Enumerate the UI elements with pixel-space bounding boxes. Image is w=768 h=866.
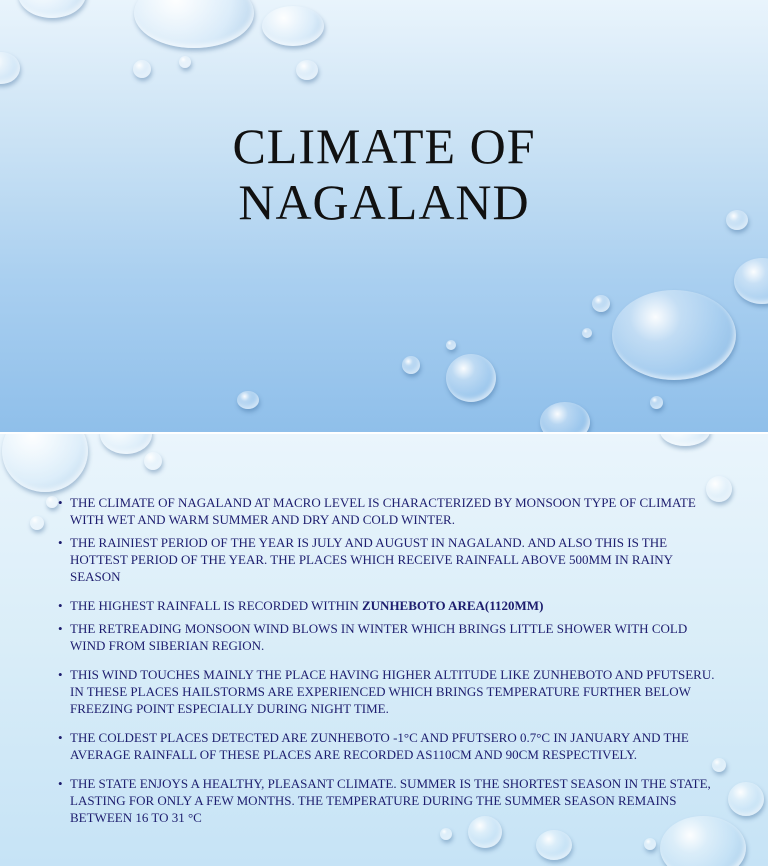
water-drop-decoration: [644, 838, 656, 850]
water-drop-decoration: [734, 258, 768, 304]
content-slide: [0, 434, 768, 866]
bullet-item: • THE HIGHEST RAINFALL IS RECORDED WITHIN ZUNHEBOTO AREA(1120MM): [58, 597, 718, 614]
water-drop-decoration: [18, 0, 86, 18]
water-drop-decoration: [134, 0, 254, 48]
bullet-item: • THE CLIMATE OF NAGALAND AT MACRO LEVEL IS CHARACTERIZED BY MONSOON TYPE OF CLIMATE WITH WET AND WARM SUMMER AND DRY AND COLD WINTER.: [58, 494, 718, 528]
water-drop-decoration: [446, 354, 496, 402]
title-slide: [0, 0, 768, 432]
bullet-item: • THE RAINIEST PERIOD OF THE YEAR IS JULY AND AUGUST IN NAGALAND. AND ALSO THIS IS THE HOTTEST PERIOD OF THE YEAR. THE PLACES WHICH RECEIVE RAINFALL ABOVE 500MM IN RAINY SEASON: [58, 534, 718, 585]
water-drop-decoration: [144, 452, 162, 470]
highlight-text: ZUNHEBOTO AREA(1120MM): [362, 598, 544, 613]
water-drop-decoration: [582, 328, 592, 338]
slide-title: [0, 118, 768, 230]
water-drop-decoration: [262, 6, 324, 46]
water-drop-decoration: [536, 830, 572, 860]
water-drop-decoration: [46, 496, 58, 508]
water-drop-decoration: [612, 290, 736, 380]
bullet-item: • THE STATE ENJOYS A HEALTHY, PLEASANT CLIMATE. SUMMER IS THE SHORTEST SEASON IN THE STATE, LASTING FOR ONLY A FEW MONTHS. THE TEMPERATURE DURING THE SUMMER SEASON REMAINS BETWEEN 16 TO 31 °C: [58, 775, 718, 826]
water-drop-decoration: [133, 60, 151, 78]
title-line-1: CLIMATE OF: [232, 118, 536, 174]
water-drop-decoration: [237, 391, 259, 409]
water-drop-decoration: [540, 402, 590, 432]
bullet-item: • THE COLDEST PLACES DETECTED ARE ZUNHEBOTO -1°C AND PFUTSERO 0.7°C IN JANUARY AND THE AVERAGE RAINFALL OF THESE PLACES ARE RECORDED AS110CM AND 90CM RESPECTIVELY.: [58, 729, 718, 763]
title-line-2: NAGALAND: [238, 174, 530, 230]
bullet-list: [58, 494, 718, 826]
water-drop-decoration: [2, 434, 88, 492]
water-drop-decoration: [0, 52, 20, 84]
water-drop-decoration: [728, 782, 764, 816]
bullet-item: • THE RETREADING MONSOON WIND BLOWS IN WINTER WHICH BRINGS LITTLE SHOWER WITH COLD WIND FROM SIBERIAN REGION.: [58, 620, 718, 654]
water-drop-decoration: [446, 340, 456, 350]
water-drop-decoration: [440, 828, 452, 840]
water-drop-decoration: [592, 295, 610, 312]
water-drop-decoration: [100, 434, 152, 454]
water-drop-decoration: [660, 434, 710, 446]
water-drop-decoration: [296, 60, 318, 80]
bullet-item: • THIS WIND TOUCHES MAINLY THE PLACE HAVING HIGHER ALTITUDE LIKE ZUNHEBOTO AND PFUTSERU. IN THESE PLACES HAILSTORMS ARE EXPERIENCED WHICH BRINGS TEMPERATURE FURTHER BELOW FREEZING POINT ESPECIALLY DURING NIGHT TIME.: [58, 666, 718, 717]
water-drop-decoration: [402, 356, 420, 374]
water-drop-decoration: [179, 56, 191, 68]
water-drop-decoration: [30, 516, 44, 530]
water-drop-decoration: [650, 396, 663, 409]
